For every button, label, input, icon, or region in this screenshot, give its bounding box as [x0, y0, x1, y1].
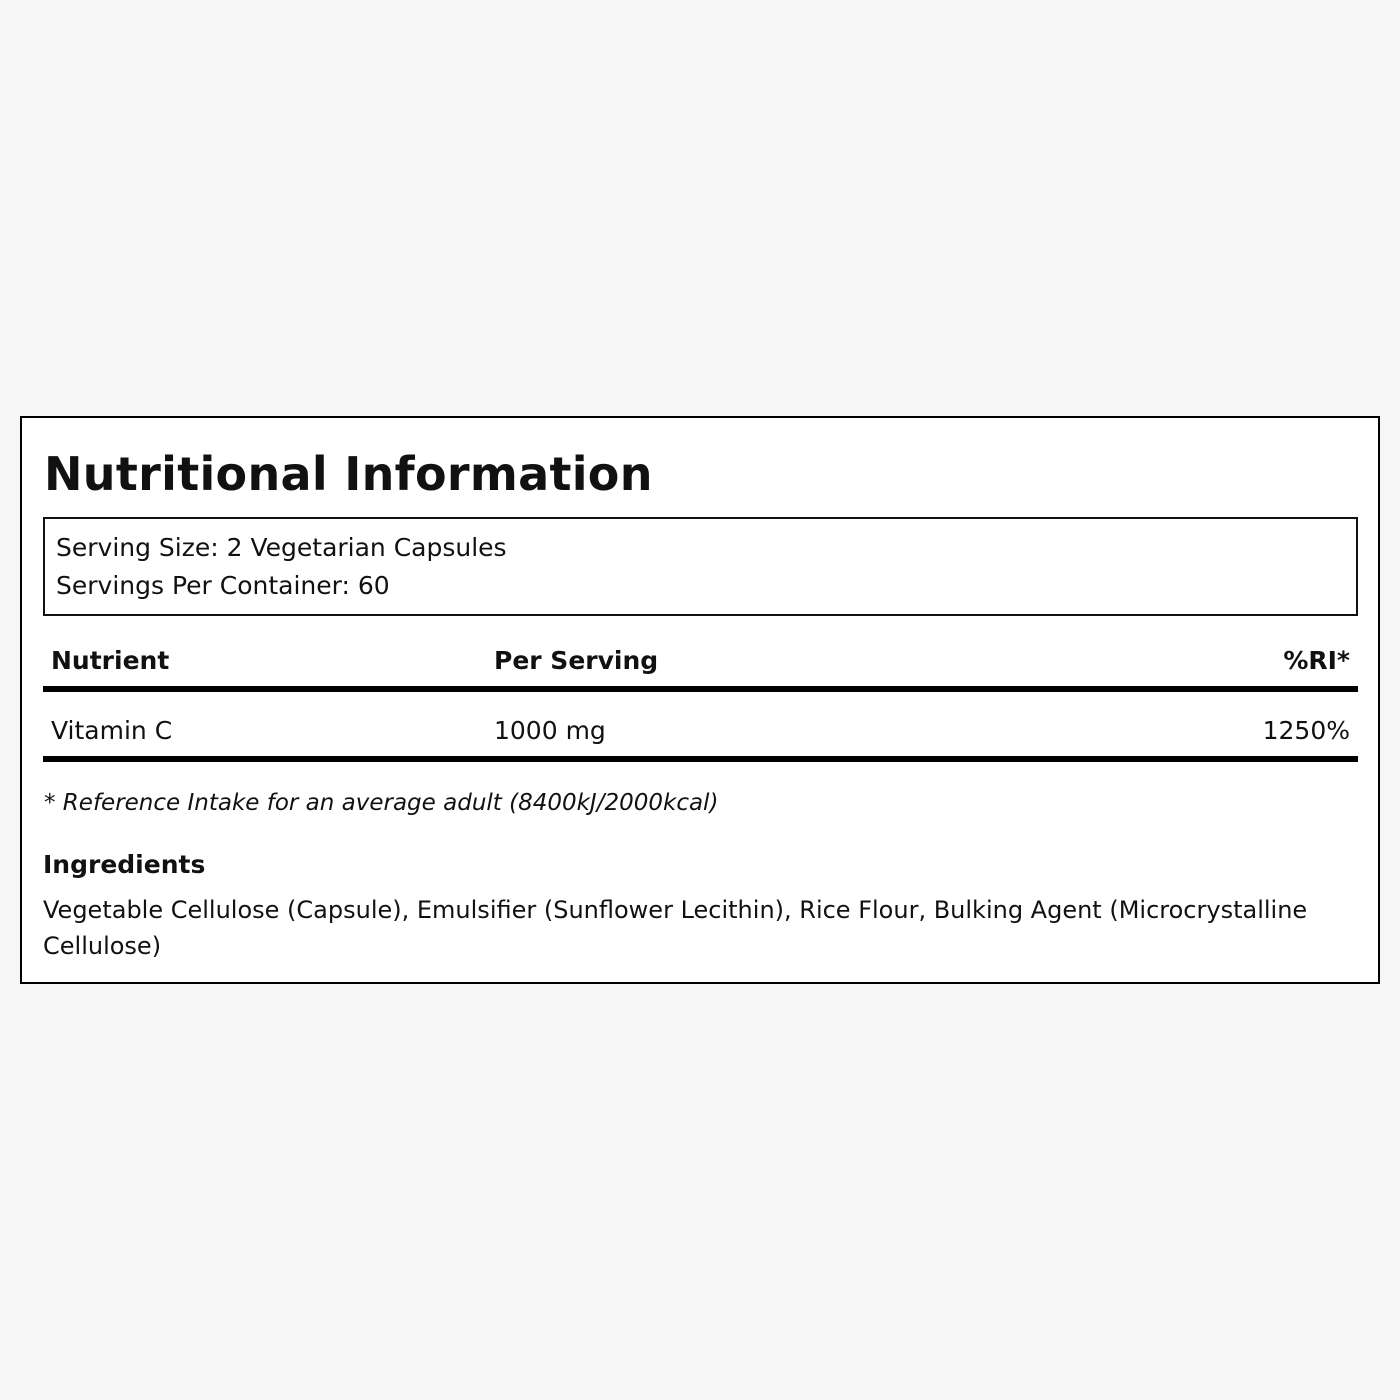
row-ri: 1250% [1262, 716, 1350, 745]
ingredients-text: Vegetable Cellulose (Capsule), Emulsifier (Sunflower Lecithin), Rice Flour, Bulking Agent (Microcrystalline Cellulose) [43, 896, 1308, 960]
header-ri: %RI* [1283, 646, 1350, 675]
table-bottom-divider [43, 756, 1358, 762]
serving-size: Serving Size: 2 Vegetarian Capsules [56, 533, 507, 562]
row-per-serving: 1000 mg [494, 716, 606, 745]
servings-per-container: Servings Per Container: 60 [56, 571, 390, 600]
ingredients-heading: Ingredients [43, 850, 206, 879]
header-nutrient: Nutrient [51, 646, 170, 675]
nutrition-panel [20, 416, 1380, 984]
header-per-serving: Per Serving [494, 646, 659, 675]
header-divider [43, 686, 1358, 692]
reference-footnote: * Reference Intake for an average adult (8400kJ/2000kcal) [44, 790, 719, 816]
panel-title: Nutritional Information [44, 447, 653, 501]
row-nutrient: Vitamin C [51, 716, 173, 745]
serving-info-box [43, 517, 1358, 616]
